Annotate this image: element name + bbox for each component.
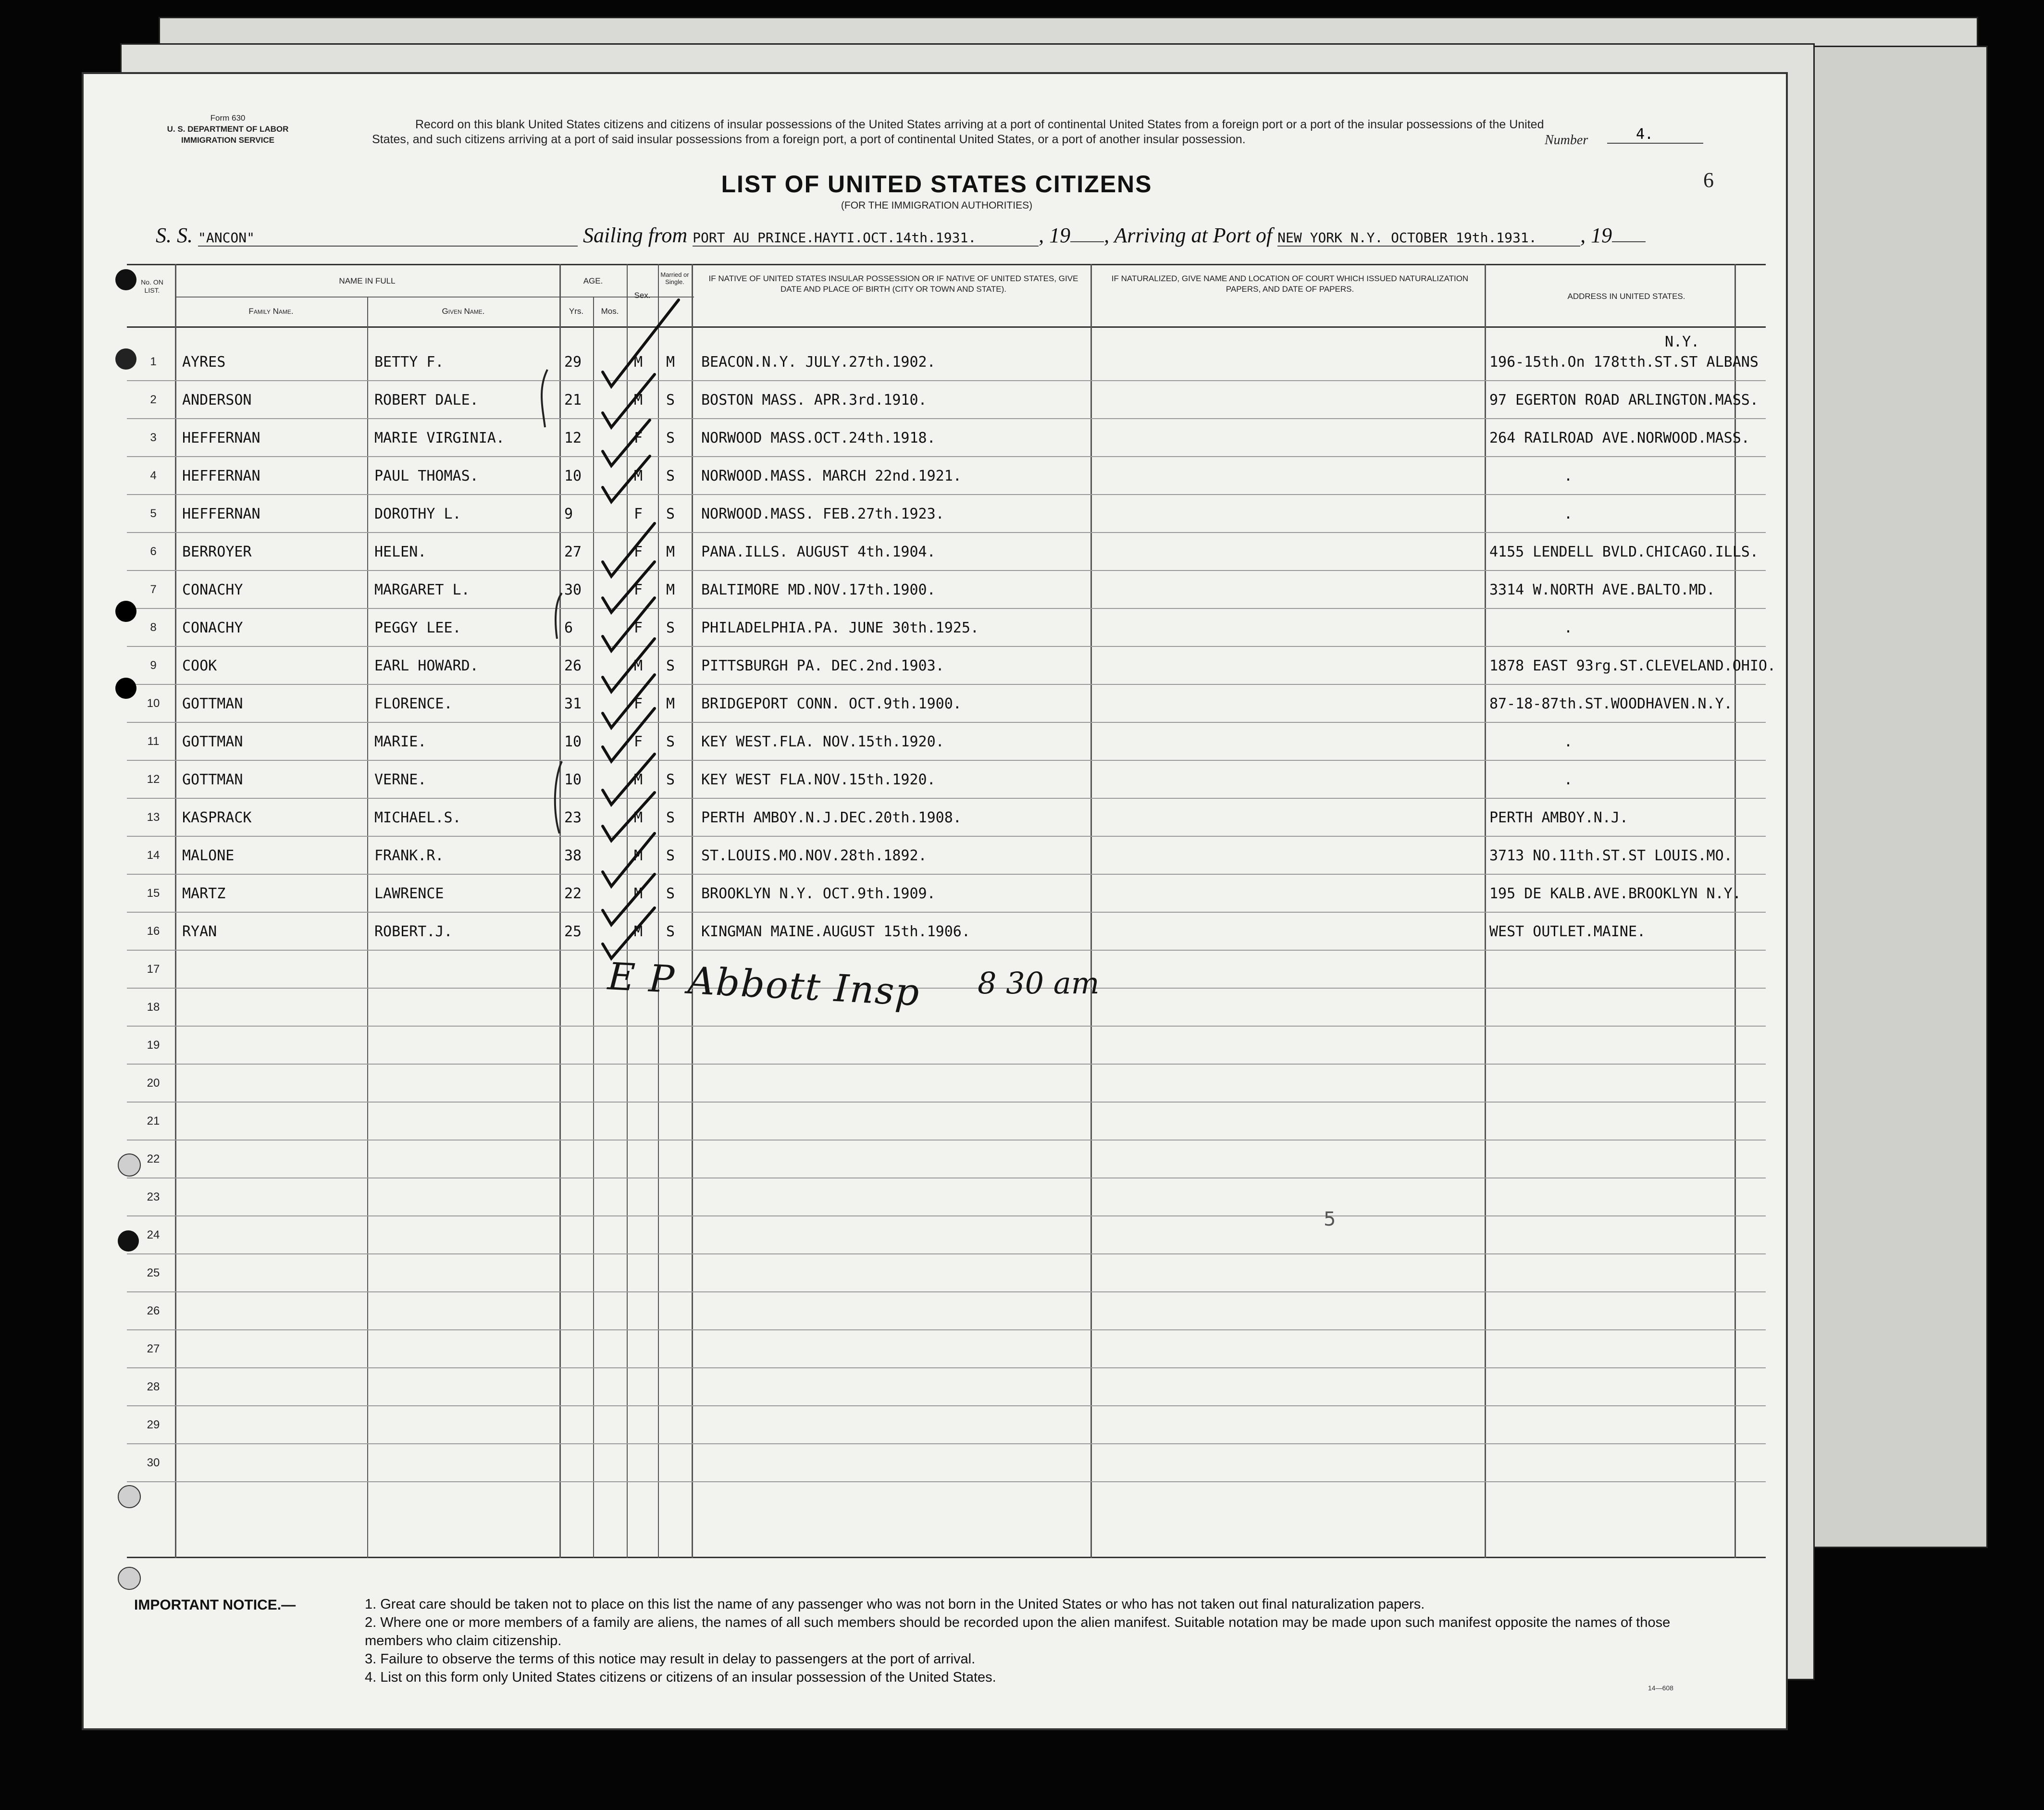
given-name: DOROTHY L. <box>374 506 461 522</box>
row-number: 8 <box>150 621 157 634</box>
row-number: 23 <box>147 1190 160 1203</box>
row-number: 7 <box>150 583 157 596</box>
given-name: MARGARET L. <box>374 582 470 598</box>
stray-mark: 5 <box>1324 1208 1336 1230</box>
birth-place-date: BEACON.N.Y. JULY.27th.1902. <box>701 354 936 371</box>
service-name: IMMIGRATION SERVICE <box>181 136 274 145</box>
year-label-1: , 19 <box>1039 223 1071 247</box>
marital-status: M <box>666 582 675 598</box>
page-subtitle: (FOR THE IMMIGRATION AUTHORITIES) <box>841 200 1033 211</box>
row-number: 14 <box>147 849 160 862</box>
header-sex: Sex. <box>634 291 651 300</box>
age-years: 21 <box>564 392 582 409</box>
sex: M <box>634 885 643 902</box>
birth-place-date: NORWOOD.MASS. MARCH 22nd.1921. <box>701 468 962 484</box>
birth-place-date: BROOKLYN N.Y. OCT.9th.1909. <box>701 885 936 902</box>
age-years: 9 <box>564 506 573 522</box>
row-number: 21 <box>147 1115 160 1128</box>
header-given-name: Given Name. <box>442 307 485 316</box>
marital-status: S <box>666 506 675 522</box>
address: PERTH AMBOY.N.J. <box>1489 809 1628 826</box>
family-name: GOTTMAN <box>182 771 243 788</box>
given-name: MICHAEL.S. <box>374 809 461 826</box>
binder-hole <box>115 601 136 622</box>
sex: M <box>634 468 643 484</box>
age-years: 29 <box>564 354 582 371</box>
sex: M <box>634 847 643 864</box>
family-name: HEFFERNAN <box>182 468 260 484</box>
family-name: HEFFERNAN <box>182 430 260 446</box>
sex: M <box>634 392 643 409</box>
row-number: 25 <box>147 1266 160 1279</box>
birth-place-date: NORWOOD MASS.OCT.24th.1918. <box>701 430 936 446</box>
family-name: HEFFERNAN <box>182 506 260 522</box>
address: 3713 NO.11th.ST.ST LOUIS.MO. <box>1489 847 1733 864</box>
address: 1878 EAST 93rg.ST.CLEVELAND.OHIO. <box>1489 657 1776 674</box>
number-value: 4. <box>1607 126 1703 144</box>
inspection-time: 8 30 am <box>978 966 1100 1001</box>
marital-status: S <box>666 771 675 788</box>
family-name: COOK <box>182 657 217 674</box>
number-label: Number <box>1545 133 1588 148</box>
row-number: 28 <box>147 1380 160 1393</box>
department-name: U. S. DEPARTMENT OF LABOR <box>167 124 289 134</box>
family-brackets <box>542 370 562 833</box>
family-name: ANDERSON <box>182 392 252 409</box>
header-no: No. ON LIST. <box>141 278 163 294</box>
age-years: 10 <box>564 733 582 750</box>
family-name: AYRES <box>182 354 226 371</box>
given-name: BETTY F. <box>374 354 444 371</box>
given-name: VERNE. <box>374 771 427 788</box>
header-address: ADDRESS IN UNITED STATES. <box>1567 292 1685 301</box>
row-number: 15 <box>147 887 160 900</box>
handwriting-layer <box>84 74 1790 1732</box>
family-name: RYAN <box>182 923 217 940</box>
given-name: HELEN. <box>374 544 427 560</box>
marital-status: M <box>666 544 675 560</box>
birth-place-date: KEY WEST FLA.NOV.15th.1920. <box>701 771 936 788</box>
marital-status: S <box>666 430 675 446</box>
notice-heading: IMPORTANT NOTICE.— <box>134 1597 296 1613</box>
given-name: LAWRENCE <box>374 885 444 902</box>
header-age: AGE. <box>583 276 603 285</box>
age-years: 23 <box>564 809 582 826</box>
birth-place-date: NORWOOD.MASS. FEB.27th.1923. <box>701 506 944 522</box>
marital-status: S <box>666 923 675 940</box>
binder-hole <box>118 1153 141 1177</box>
given-name: ROBERT DALE. <box>374 392 479 409</box>
row-number: 30 <box>147 1456 160 1469</box>
header-mos: Mos. <box>601 307 619 316</box>
address: . <box>1564 506 1573 522</box>
address: 195 DE KALB.AVE.BROOKLYN N.Y. <box>1489 885 1741 902</box>
row-number: 9 <box>150 659 157 672</box>
sex: F <box>634 695 643 712</box>
family-name: KASPRACK <box>182 809 252 826</box>
binder-hole <box>118 1230 139 1252</box>
given-name: MARIE VIRGINIA. <box>374 430 505 446</box>
address: 264 RAILROAD AVE.NORWOOD.MASS. <box>1489 430 1750 446</box>
marital-status: S <box>666 733 675 750</box>
sailing-label: Sailing from <box>583 223 688 247</box>
row-number: 17 <box>147 963 160 976</box>
year-label-2: , 19 <box>1580 223 1612 247</box>
row-number: 4 <box>150 469 157 482</box>
given-name: FRANK.R. <box>374 847 444 864</box>
marital-status: S <box>666 392 675 409</box>
header-name-in-full: NAME IN FULL <box>339 276 396 285</box>
form-number: Form 630 <box>210 113 246 123</box>
notice-item: 3. Failure to observe the terms of this notice may result in delay to passengers at the port of arrival. <box>365 1651 976 1667</box>
arriving-port: NEW YORK N.Y. OCTOBER 19th.1931. <box>1277 230 1580 247</box>
age-years: 25 <box>564 923 582 940</box>
given-name: ROBERT.J. <box>374 923 453 940</box>
header-naturalized: IF NATURALIZED, GIVE NAME AND LOCATION OF COURT WHICH ISSUED NATURALIZATION PAPERS, AND DATE OF PAPERS. <box>1111 274 1469 294</box>
sex: F <box>634 544 643 560</box>
citizen-list-form <box>82 72 1788 1730</box>
row-number: 11 <box>147 735 160 748</box>
age-years: 30 <box>564 582 582 598</box>
row-number: 3 <box>150 431 157 444</box>
address: WEST OUTLET.MAINE. <box>1489 923 1646 940</box>
row-number: 26 <box>147 1304 160 1317</box>
row-number: 18 <box>147 1001 160 1014</box>
sex: M <box>634 354 643 371</box>
binder-hole <box>115 678 136 699</box>
sex: M <box>634 657 643 674</box>
header-birth: IF NATIVE OF UNITED STATES INSULAR POSSESSION OR IF NATIVE OF UNITED STATES, GIVE DATE AND PLACE OF BIRTH (CITY OR TOWN AND STATE). <box>708 274 1078 294</box>
age-years: 38 <box>564 847 582 864</box>
given-name: PEGGY LEE. <box>374 620 461 636</box>
age-years: 10 <box>564 468 582 484</box>
marital-status: S <box>666 847 675 864</box>
address: . <box>1564 733 1573 750</box>
sex: F <box>634 506 643 522</box>
header-married-single: Married or Single. <box>660 271 689 285</box>
address: . <box>1564 620 1573 636</box>
row-number: 5 <box>150 507 157 520</box>
family-name: MARTZ <box>182 885 226 902</box>
row-number: 2 <box>150 393 157 406</box>
address-continuation: N.Y. <box>1665 334 1700 350</box>
address: 87-18-87th.ST.WOODHAVEN.N.Y. <box>1489 695 1733 712</box>
birth-place-date: PERTH AMBOY.N.J.DEC.20th.1908. <box>701 809 962 826</box>
age-years: 12 <box>564 430 582 446</box>
notice-items <box>365 1595 1768 1686</box>
given-name: FLORENCE. <box>374 695 453 712</box>
row-number: 27 <box>147 1342 160 1355</box>
address: . <box>1564 771 1573 788</box>
family-name: GOTTMAN <box>182 695 243 712</box>
inspector-signature: E P Abbott Insp <box>607 955 921 1015</box>
family-name: BERROYER <box>182 544 252 560</box>
sex: F <box>634 620 643 636</box>
birth-place-date: PITTSBURGH PA. DEC.2nd.1903. <box>701 657 944 674</box>
binder-hole <box>115 269 136 290</box>
marital-status: S <box>666 657 675 674</box>
sex: F <box>634 430 643 446</box>
important-notice <box>134 1595 1768 1686</box>
binder-hole <box>118 1567 141 1590</box>
family-name: MALONE <box>182 847 235 864</box>
notice-item: 4. List on this form only United States citizens or citizens of an insular possession of the United States. <box>365 1670 996 1685</box>
row-number: 1 <box>150 355 157 368</box>
age-years: 27 <box>564 544 582 560</box>
sex: M <box>634 923 643 940</box>
print-code: 14—608 <box>1648 1684 1673 1692</box>
marital-status: S <box>666 468 675 484</box>
age-years: 31 <box>564 695 582 712</box>
age-years: 26 <box>564 657 582 674</box>
marital-status: M <box>666 354 675 371</box>
birth-place-date: PHILADELPHIA.PA. JUNE 30th.1925. <box>701 620 979 636</box>
binder-hole <box>118 1485 141 1508</box>
row-number: 24 <box>147 1228 160 1241</box>
address: 196-15th.On 178tth.ST.ST ALBANS <box>1489 354 1759 371</box>
birth-place-date: BRIDGEPORT CONN. OCT.9th.1900. <box>701 695 962 712</box>
row-number: 29 <box>147 1418 160 1431</box>
sex: F <box>634 733 643 750</box>
row-number: 13 <box>147 811 160 824</box>
form-instructions: Record on this blank United States citizens and citizens of insular possessions of the United States arriving at a port of continental United States from a foreign port or a port of the insular possessions of the United States, and such citizens arriving at a port of said insular possessions from a foreign port, a port of continental United States, or a port of another insular possession. <box>372 118 1544 146</box>
address: 4155 LENDELL BVLD.CHICAGO.ILLS. <box>1489 544 1759 560</box>
row-number: 10 <box>147 697 160 710</box>
page-title: LIST OF UNITED STATES CITIZENS <box>721 171 1152 198</box>
header-yrs: Yrs. <box>569 307 584 316</box>
row-number: 22 <box>147 1153 160 1165</box>
family-name: CONACHY <box>182 582 243 598</box>
family-name: CONACHY <box>182 620 243 636</box>
birth-place-date: BALTIMORE MD.NOV.17th.1900. <box>701 582 936 598</box>
sailing-from: PORT AU PRINCE.HAYTI.OCT.14th.1931. <box>693 230 1039 247</box>
row-number: 6 <box>150 545 157 558</box>
row-number: 19 <box>147 1039 160 1052</box>
birth-place-date: PANA.ILLS. AUGUST 4th.1904. <box>701 544 936 560</box>
age-years: 6 <box>564 620 573 636</box>
ship-name: "ANCON" <box>198 230 578 247</box>
age-years: 22 <box>564 885 582 902</box>
sex: M <box>634 771 643 788</box>
arriving-label: , Arriving at Port of <box>1104 223 1273 247</box>
given-name: MARIE. <box>374 733 427 750</box>
birth-place-date: KINGMAN MAINE.AUGUST 15th.1906. <box>701 923 970 940</box>
marital-status: S <box>666 620 675 636</box>
notice-item: 1. Great care should be taken not to place on this list the name of any passenger who was not born in the United States or who has not taken out final naturalization papers. <box>365 1597 1425 1612</box>
marital-status: S <box>666 809 675 826</box>
family-name: GOTTMAN <box>182 733 243 750</box>
page-number: 6 <box>1703 168 1714 192</box>
birth-place-date: BOSTON MASS. APR.3rd.1910. <box>701 392 927 409</box>
address: . <box>1564 468 1573 484</box>
header-family-name: Family Name. <box>248 307 294 316</box>
age-years: 10 <box>564 771 582 788</box>
notice-item: 2. Where one or more members of a family are aliens, the names of all such members should be recorded upon the alien manifest. Suitable notation may be made upon such manifest opposite the names of those members who claim citizenship. <box>365 1615 1671 1649</box>
ss-label: S. S. <box>156 223 193 247</box>
binder-hole <box>115 348 136 370</box>
row-number: 20 <box>147 1077 160 1090</box>
birth-place-date: KEY WEST.FLA. NOV.15th.1920. <box>701 733 944 750</box>
sex: M <box>634 809 643 826</box>
given-name: PAUL THOMAS. <box>374 468 479 484</box>
address: 3314 W.NORTH AVE.BALTO.MD. <box>1489 582 1715 598</box>
check-marks <box>603 300 679 958</box>
address: 97 EGERTON ROAD ARLINGTON.MASS. <box>1489 392 1759 409</box>
marital-status: S <box>666 885 675 902</box>
birth-place-date: ST.LOUIS.MO.NOV.28th.1892. <box>701 847 927 864</box>
given-name: EARL HOWARD. <box>374 657 479 674</box>
marital-status: M <box>666 695 675 712</box>
row-number: 16 <box>147 925 160 938</box>
sex: F <box>634 582 643 598</box>
row-number: 12 <box>147 773 160 786</box>
